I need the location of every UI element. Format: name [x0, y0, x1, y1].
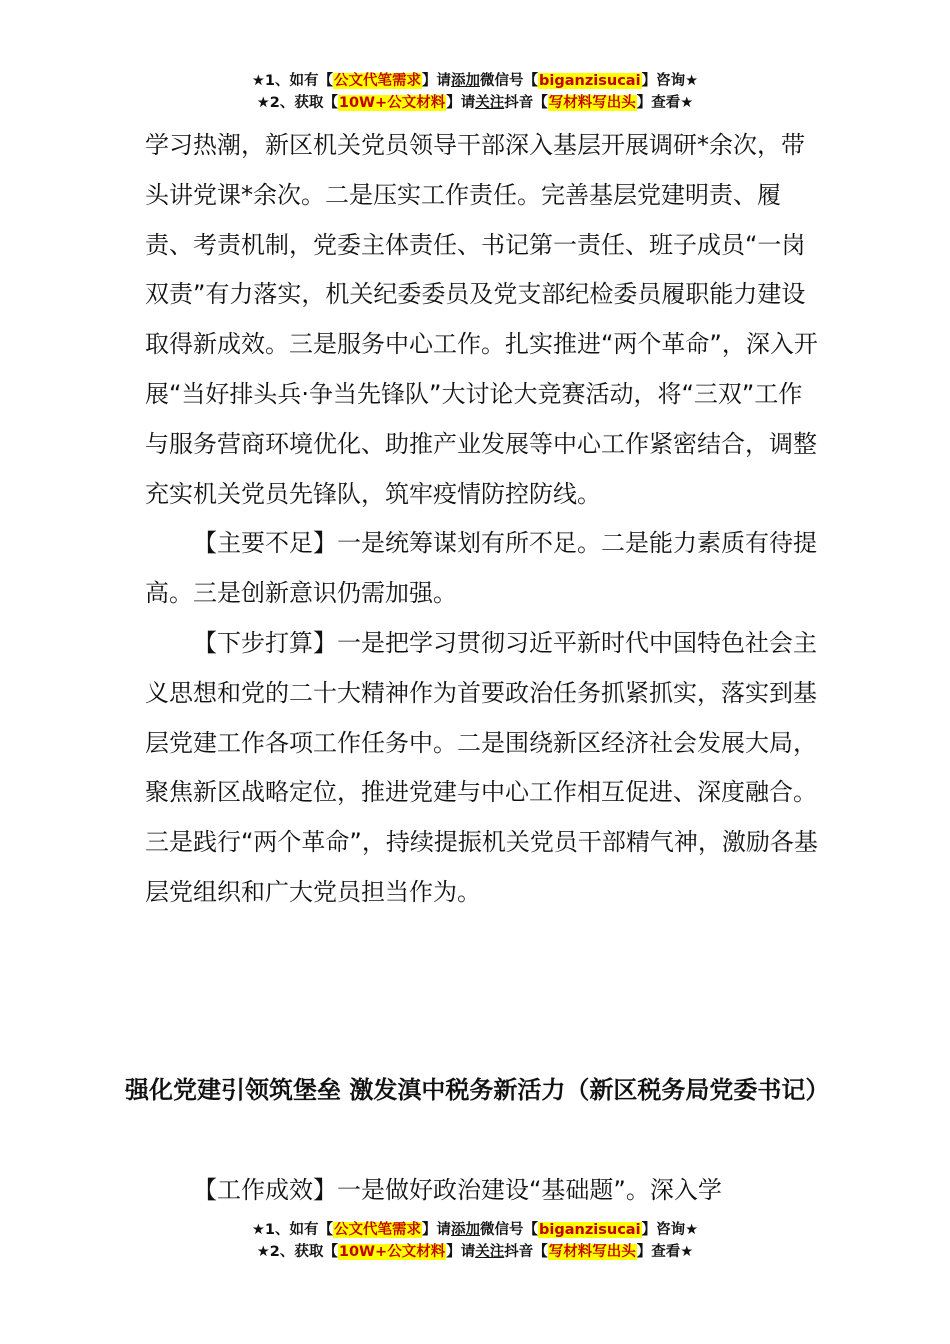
highlight-materials: 10W+公文材料 — [338, 1244, 446, 1260]
paragraph-work-results: 【工作成效】一是做好政治建设“基础题”。深入学 — [193, 1176, 722, 1204]
section-heading: 强化党建引领筑堡垒 激发滇中税务新活力（新区税务局党委书记） — [125, 1076, 830, 1104]
promo-line-2: ★2、获取【10W+公文材料】请关注抖音【写材料写出头】查看★ — [256, 95, 694, 111]
highlight-wechat-id: biganzisucai — [539, 73, 641, 89]
highlight-douyin: 写材料写出头 — [548, 95, 636, 111]
paragraph-shortcomings: 【主要不足】一是统筹谋划有所不足。二是能力素质有待提高。三是创新意识仍需加强。 — [145, 529, 817, 608]
highlight-need: 公文代笔需求 — [334, 1222, 422, 1238]
highlight-wechat-id: biganzisucai — [539, 1222, 641, 1238]
paragraph-next-steps: 【下步打算】一是把学习贯彻习近平新时代中国特色社会主义思想和党的二十大精神作为首要政治任务抓紧抓实，落实到基层党建工作各项工作任务中。二是围绕新区经济社会发展大局，聚焦新区战略定位，推进党建与中心工作相互促进、深度融合。三是践行“两个革命”，持续提振机关党员干部精气神，激励各基层党组织和广大党员担当作为。 — [145, 628, 818, 906]
highlight-materials: 10W+公文材料 — [338, 95, 446, 111]
highlight-need: 公文代笔需求 — [334, 73, 422, 89]
promo-line-1: ★1、如有【公文代笔需求】请添加微信号【biganzisucai】咨询★ — [251, 73, 699, 89]
paragraph-achievements-cont: 学习热潮，新区机关党员领导干部深入基层开展调研*余次，带头讲党课*余次。二是压实工作责任。完善基层党建明责、履责、考责机制，党委主体责任、书记第一责任、班子成员“一岗双责”有力落实，机关纪委委员及党支部纪检委员履职能力建设取得新成效。三是服务中心工作。扎实推进“两个革命”，深入开展“当好排头兵·争当先锋队”大讨论大竞赛活动，将“三双”工作与服务营商环境优化、助推产业发展等中心工作紧密结合，调整充实机关党员先锋队，筑牢疫情防控防线。 — [145, 131, 818, 508]
document-body — [145, 121, 825, 918]
top-promo-banner — [0, 70, 950, 114]
highlight-douyin: 写材料写出头 — [548, 1244, 636, 1260]
promo-line-1: ★1、如有【公文代笔需求】请添加微信号【biganzisucai】咨询★ — [251, 1222, 699, 1238]
promo-line-2: ★2、获取【10W+公文材料】请关注抖音【写材料写出头】查看★ — [256, 1244, 694, 1260]
bottom-promo-banner — [0, 1219, 950, 1263]
